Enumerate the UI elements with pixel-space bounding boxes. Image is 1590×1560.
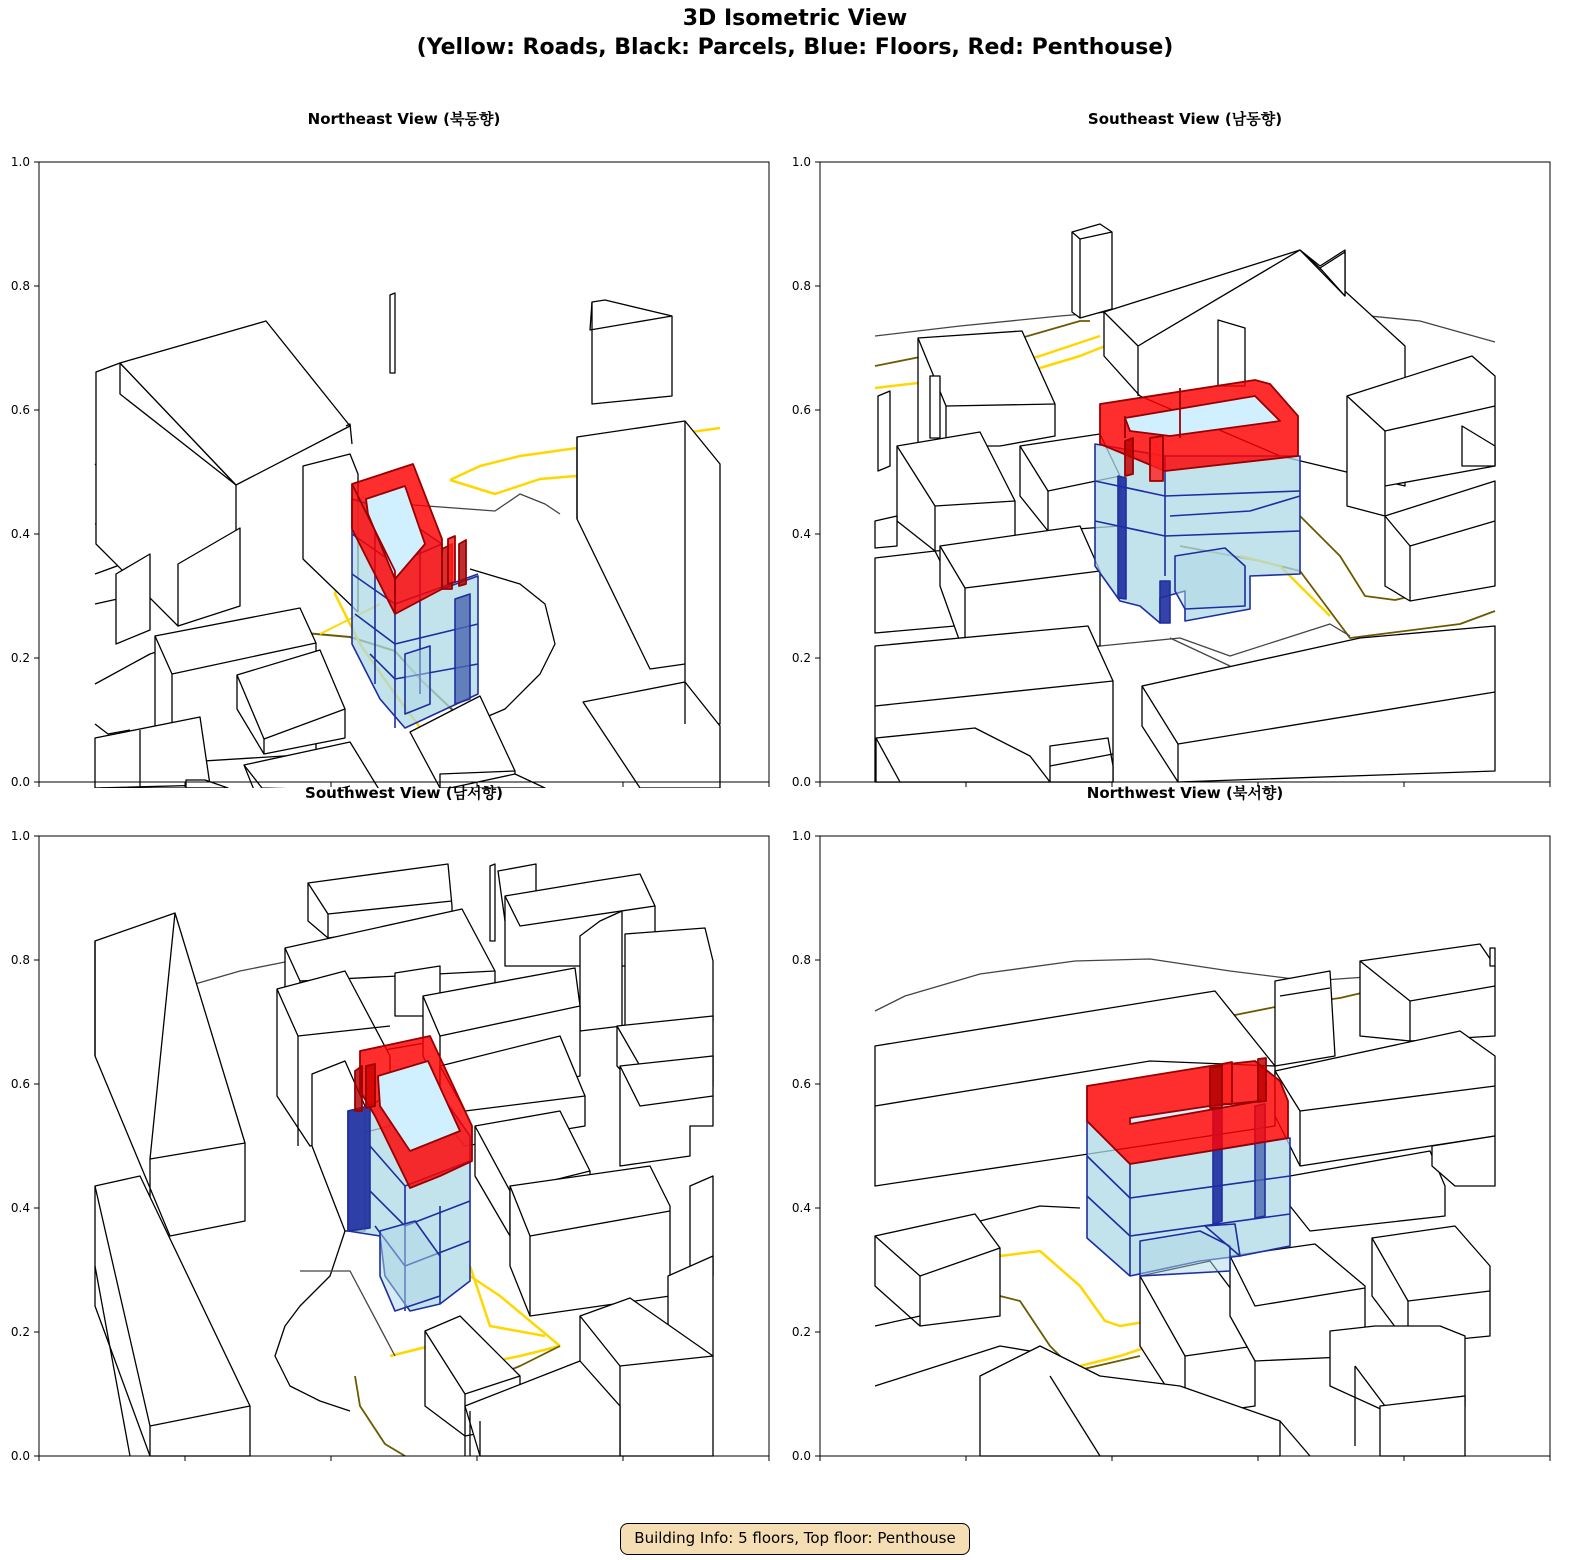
y-tick-label: 0.2: [10, 1325, 30, 1339]
panel-southwest: [0, 782, 778, 1462]
target-building: [1095, 380, 1300, 623]
y-tick-label: 0.6: [10, 403, 30, 417]
y-tick-label: 1.0: [10, 829, 30, 843]
y-tick-label: 1.0: [791, 155, 811, 169]
y-tick-label: 0.8: [791, 953, 811, 967]
y-tick-label: 0.8: [10, 279, 30, 293]
y-tick-label: 0.0: [10, 1449, 30, 1462]
target-building: [352, 464, 478, 728]
y-tick-label: 1.0: [791, 829, 811, 843]
panel-title: Northeast View (북동향): [307, 110, 501, 128]
panel-title: Southwest View (남서향): [305, 784, 503, 802]
y-tick-label: 0.0: [791, 1449, 811, 1462]
target-building: [1087, 1058, 1290, 1276]
y-tick-label: 0.6: [10, 1077, 30, 1091]
y-tick-label: 0.8: [10, 953, 30, 967]
y-tick-label: 0.6: [791, 403, 811, 417]
y-tick-label: 0.4: [791, 527, 811, 541]
y-tick-label: 0.2: [10, 651, 30, 665]
y-tick-label: 0.8: [791, 279, 811, 293]
y-tick-label: 0.6: [791, 1077, 811, 1091]
figure-title-line1: 3D Isometric View: [682, 6, 908, 31]
y-tick-label: 0.0: [791, 775, 811, 788]
y-tick-label: 0.0: [10, 775, 30, 788]
plot-northeast: [0, 134, 778, 788]
panel-title: Northwest View (북서향): [1086, 784, 1284, 802]
y-tick-label: 0.4: [791, 1201, 811, 1215]
plot-northwest: [781, 808, 1559, 1462]
y-tick-label: 0.4: [10, 527, 30, 541]
panel-northeast: [0, 108, 778, 788]
y-tick-label: 0.2: [791, 651, 811, 665]
y-tick-label: 1.0: [10, 155, 30, 169]
panel-northwest: [781, 782, 1559, 1462]
panel-southeast: [781, 108, 1559, 788]
plot-southeast: [781, 134, 1559, 788]
figure-title-line2: (Yellow: Roads, Black: Parcels, Blue: Floors, Red: Penthouse): [416, 35, 1174, 60]
y-tick-label: 0.2: [791, 1325, 811, 1339]
figure-title: [0, 4, 1590, 62]
panel-title: Southeast View (남동향): [1087, 110, 1283, 128]
plot-southwest: [0, 808, 778, 1462]
building-info-box: Building Info: 5 floors, Top floor: Penthouse: [620, 1523, 970, 1555]
y-tick-label: 0.4: [10, 1201, 30, 1215]
